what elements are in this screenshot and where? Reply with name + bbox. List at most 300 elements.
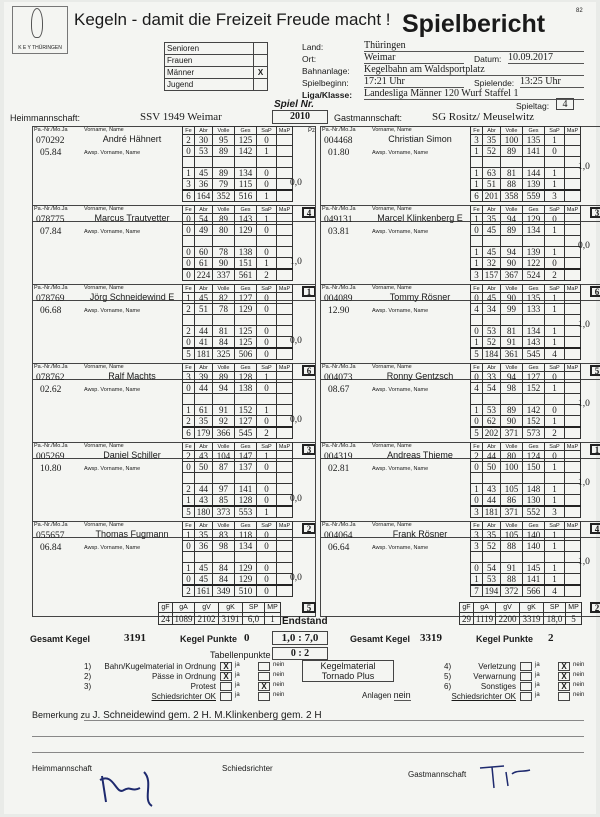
score-cell: 89	[213, 168, 235, 179]
score-cell	[235, 315, 257, 326]
score-cell	[565, 146, 581, 157]
totals-label: MP	[566, 603, 582, 613]
score-cell: 1	[545, 563, 565, 574]
home-team: SSV 1949 Weimar	[140, 111, 222, 123]
total-cell: 3	[545, 190, 565, 202]
totals-row	[159, 613, 281, 625]
score-cell: 4	[471, 383, 483, 394]
score-table	[182, 363, 293, 439]
score-cell: 91	[501, 337, 523, 349]
score-cell	[277, 304, 293, 315]
score-cell: 127	[235, 416, 257, 428]
total-cell: 352	[213, 190, 235, 202]
score-cell: 142	[235, 146, 257, 157]
score-cell: 45	[195, 168, 213, 179]
score-cell: 0	[257, 462, 277, 473]
score-cell: 44	[195, 326, 213, 337]
score-cell: 1	[545, 225, 565, 236]
score-cell: 1	[183, 530, 195, 541]
player-rank: 1	[302, 286, 316, 297]
score-cell: 141	[523, 146, 545, 157]
player-mp: 1,0	[290, 257, 302, 267]
score-row	[471, 394, 581, 405]
score-row	[471, 135, 581, 146]
score-cell: 139	[523, 179, 545, 191]
score-total-row	[183, 190, 293, 202]
score-table	[182, 284, 293, 360]
score-cell: 125	[235, 326, 257, 337]
col-label-name: Vorname, Name	[372, 443, 412, 449]
total-cell: 545	[523, 348, 545, 360]
score-cell: 3	[183, 179, 195, 191]
score-row	[183, 135, 293, 146]
score-cell: 94	[213, 383, 235, 394]
check-label: Schiedsrichter OK	[451, 692, 516, 701]
score-cell: 94	[501, 372, 523, 383]
player-mp: 1,0	[578, 478, 590, 488]
score-cell: 54	[195, 214, 213, 225]
slogan: Kegeln - damit die Freizeit Freude macht !	[74, 10, 391, 29]
player-mp: 0,0	[290, 336, 302, 346]
score-cell: 95	[213, 135, 235, 146]
score-col-sap: SaP	[545, 206, 565, 214]
score-cell	[195, 315, 213, 326]
player-rank: 2	[590, 602, 600, 613]
score-row	[183, 247, 293, 258]
score-cell: 140	[523, 530, 545, 541]
score-cell: 81	[501, 326, 523, 337]
score-cell	[195, 157, 213, 168]
totals-row	[460, 613, 582, 625]
mp-score: 1,0 : 7,0	[272, 631, 328, 645]
player-date: 02.81	[328, 464, 350, 474]
player-date: 06.68	[40, 306, 62, 316]
total-cell	[565, 427, 581, 439]
score-cell	[565, 372, 581, 383]
score-cell: 1	[471, 337, 483, 349]
player-rank: 1	[590, 444, 600, 455]
score-cell: 79	[213, 179, 235, 191]
score-cell	[277, 236, 293, 247]
player-name: Ralf Machts	[108, 371, 156, 381]
col-label-pass: Pa.-Nr./Mo.Ja	[322, 127, 356, 133]
score-cell: 53	[483, 326, 501, 337]
col-label-name: Vorname, Name	[84, 443, 124, 449]
total-cell: 366	[213, 427, 235, 439]
score-col-ges: Ges	[523, 285, 545, 293]
ort-label: Ort:	[302, 54, 317, 64]
score-cell: 0	[257, 326, 277, 337]
score-row	[471, 236, 581, 247]
total-cell: 0	[257, 348, 277, 360]
check-ja-box[interactable]	[520, 682, 532, 691]
score-cell	[565, 258, 581, 270]
score-table	[182, 521, 293, 597]
score-cell: 0	[257, 530, 277, 541]
guest-punkte: 2	[548, 632, 554, 644]
nein-label: nein	[273, 682, 285, 688]
score-col-map: MaP	[565, 443, 581, 451]
total-cell	[277, 506, 293, 518]
score-row	[183, 563, 293, 574]
score-cell: 134	[235, 541, 257, 552]
score-cell: 1	[545, 337, 565, 349]
player-name: Thomas Fugmann	[95, 529, 169, 539]
score-cell	[183, 552, 195, 563]
col-label-pass: Pa.-Nr./Mo.Ja	[34, 522, 68, 528]
score-cell: 0	[257, 383, 277, 394]
score-cell: 53	[483, 574, 501, 586]
check-nein-box[interactable]: X	[558, 672, 570, 681]
score-row	[471, 247, 581, 258]
score-cell: 1	[545, 462, 565, 473]
score-col-sap: SaP	[545, 522, 565, 530]
score-row	[471, 337, 581, 349]
check-ja-box[interactable]: X	[220, 672, 232, 681]
check-nein-box[interactable]	[258, 672, 270, 681]
score-cell: 152	[235, 405, 257, 416]
score-cell: 100	[501, 462, 523, 473]
score-cell: 1	[471, 146, 483, 157]
score-row	[183, 315, 293, 326]
col-label-pass: Pa.-Nr./Mo.Ja	[322, 206, 356, 212]
gesamt-home-label: Gesamt Kegel	[30, 634, 91, 644]
score-cell: 127	[235, 293, 257, 304]
totals-value: 18,0	[544, 613, 566, 625]
score-col-abr: Abr	[483, 443, 501, 451]
score-row	[183, 157, 293, 168]
score-cell: 1	[257, 405, 277, 416]
score-col-volle: Volle	[213, 127, 235, 135]
score-table	[470, 126, 581, 202]
score-col-volle: Volle	[213, 522, 235, 530]
ja-label: ja	[235, 662, 240, 668]
score-cell	[277, 484, 293, 495]
score-cell: 89	[213, 372, 235, 383]
check-ja-box[interactable]: X	[220, 662, 232, 671]
player-date: 12.90	[328, 306, 350, 316]
check-ja-box[interactable]	[520, 672, 532, 681]
punkte-home-label: Kegel Punkte	[180, 634, 238, 644]
score-cell: 84	[213, 574, 235, 586]
player-name: Marcel Klinkenberg E	[377, 213, 463, 223]
score-cell	[235, 236, 257, 247]
anlagen-label: Anlagen	[362, 691, 392, 700]
check-nein-box[interactable]: X	[558, 682, 570, 691]
score-row	[471, 383, 581, 394]
score-col-abr: Abr	[483, 206, 501, 214]
score-row	[183, 462, 293, 473]
score-row	[471, 530, 581, 541]
total-cell	[277, 190, 293, 202]
total-cell: 2	[545, 427, 565, 439]
total-cell: 161	[195, 585, 213, 597]
score-cell: 3	[471, 530, 483, 541]
score-col-sap: SaP	[545, 127, 565, 135]
score-col-map: MaP	[565, 127, 581, 135]
score-cell: 1	[257, 451, 277, 462]
total-cell	[277, 269, 293, 281]
total-cell: 157	[483, 269, 501, 281]
col-label-pass: Pa.-Nr./Mo.Ja	[34, 285, 68, 291]
anlagen	[362, 690, 411, 700]
score-cell: 94	[501, 214, 523, 225]
score-row	[183, 304, 293, 315]
score-header-row	[183, 443, 293, 451]
score-cell: 141	[523, 574, 545, 586]
score-cell: 45	[195, 293, 213, 304]
total-cell: 1	[257, 506, 277, 518]
score-cell	[213, 552, 235, 563]
score-cell	[471, 157, 483, 168]
score-cell: 81	[213, 326, 235, 337]
total-cell: 573	[523, 427, 545, 439]
score-cell: 0	[183, 225, 195, 236]
page-title: Spielbericht	[402, 10, 546, 38]
score-cell: 90	[501, 258, 523, 270]
check-num: 5)	[444, 672, 452, 681]
score-cell	[565, 304, 581, 315]
score-cell: 49	[195, 225, 213, 236]
total-cell: 337	[213, 269, 235, 281]
liga-value: Landesliga Männer 120 Wurf Staffel 1	[364, 88, 584, 100]
score-cell	[483, 236, 501, 247]
score-cell: 0	[257, 541, 277, 552]
score-cell: 139	[523, 247, 545, 258]
score-cell	[277, 135, 293, 146]
tabellen-score: 0 : 2	[272, 647, 328, 660]
check-num: 3)	[84, 682, 92, 691]
score-cell: 0	[545, 451, 565, 462]
score-cell: 1	[471, 168, 483, 179]
total-cell	[565, 190, 581, 202]
check-ja-box[interactable]	[520, 692, 532, 701]
score-col-volle: Volle	[213, 443, 235, 451]
remarks-label: Bemerkung zu	[32, 710, 91, 720]
ja-label: ja	[235, 682, 240, 688]
score-cell: 1	[183, 405, 195, 416]
score-cell: 142	[523, 405, 545, 416]
score-total-row	[183, 427, 293, 439]
score-cell	[565, 541, 581, 552]
check-nein-box[interactable]: X	[258, 682, 270, 691]
check-nein-box[interactable]	[558, 692, 570, 701]
score-col-fe: Fe	[183, 522, 195, 530]
total-cell: 358	[501, 190, 523, 202]
total-cell: 3	[545, 506, 565, 518]
score-cell: 35	[483, 135, 501, 146]
score-cell	[523, 394, 545, 405]
score-cell: 43	[195, 495, 213, 507]
score-cell: 92	[213, 416, 235, 428]
total-cell: 5	[471, 427, 483, 439]
score-cell	[257, 552, 277, 563]
col-label-name: Vorname, Name	[372, 364, 412, 370]
total-cell: 553	[235, 506, 257, 518]
score-row	[471, 495, 581, 507]
score-col-fe: Fe	[471, 127, 483, 135]
score-col-ges: Ges	[235, 285, 257, 293]
category-mark: X	[254, 67, 268, 79]
score-cell: 35	[483, 530, 501, 541]
score-cell: 1	[545, 541, 565, 552]
score-cell: 0	[545, 214, 565, 225]
score-cell: 152	[523, 383, 545, 394]
player-rank: 5	[590, 365, 600, 376]
score-header-row	[471, 443, 581, 451]
score-cell: 97	[213, 484, 235, 495]
check-ja-box[interactable]	[220, 692, 232, 701]
score-cell: 2	[183, 484, 195, 495]
totals-value: 2200	[496, 613, 520, 625]
category-mark	[254, 79, 268, 91]
score-row	[471, 225, 581, 236]
score-col-abr: Abr	[483, 285, 501, 293]
score-cell: 78	[213, 247, 235, 258]
score-cell	[213, 394, 235, 405]
score-header-row	[471, 127, 581, 135]
total-cell: 371	[501, 427, 523, 439]
bahn-value: Kegelbahn am Waldsportplatz	[364, 64, 584, 76]
score-col-abr: Abr	[195, 285, 213, 293]
score-cell	[471, 236, 483, 247]
col-label-name: Vorname, Name	[84, 206, 124, 212]
player-pass: 005269	[36, 452, 65, 462]
score-cell	[257, 394, 277, 405]
score-cell: 129	[235, 574, 257, 586]
score-total-row	[183, 585, 293, 597]
score-cell: 0	[545, 372, 565, 383]
score-cell	[183, 157, 195, 168]
score-header-row	[183, 522, 293, 530]
score-cell: 1	[257, 214, 277, 225]
score-cell: 1	[545, 135, 565, 146]
score-cell	[195, 473, 213, 484]
total-cell: 5	[471, 348, 483, 360]
col-label-name: Vorname, Name	[372, 206, 412, 212]
player-rank: 5	[302, 602, 316, 613]
score-row	[183, 451, 293, 462]
score-cell: 125	[235, 337, 257, 349]
score-cell: 30	[195, 135, 213, 146]
category-mark	[254, 55, 268, 67]
check-nein-box[interactable]	[258, 692, 270, 701]
check-nein-box[interactable]	[258, 662, 270, 671]
score-row	[183, 236, 293, 247]
score-col-sap: SaP	[257, 206, 277, 214]
score-cell	[565, 530, 581, 541]
check-num: 4)	[444, 662, 452, 671]
totals-value: 29	[460, 613, 474, 625]
score-col-sap: SaP	[545, 364, 565, 372]
score-cell: 36	[195, 179, 213, 191]
score-cell	[565, 293, 581, 304]
score-cell	[471, 394, 483, 405]
score-cell: 99	[501, 304, 523, 315]
totals-label: SP	[243, 603, 265, 613]
total-cell: 367	[501, 269, 523, 281]
score-col-ges: Ges	[523, 127, 545, 135]
score-cell	[545, 315, 565, 326]
score-cell: 81	[501, 168, 523, 179]
player-date: 06.64	[328, 543, 350, 553]
total-cell: 164	[195, 190, 213, 202]
check-ja-box[interactable]	[520, 662, 532, 671]
nein-label: nein	[273, 672, 285, 678]
score-cell: 51	[483, 179, 501, 191]
score-col-abr: Abr	[483, 364, 501, 372]
score-row	[183, 168, 293, 179]
score-row	[471, 416, 581, 428]
totals-value: 2102	[195, 613, 219, 625]
score-col-abr: Abr	[195, 127, 213, 135]
score-cell	[565, 225, 581, 236]
totals-label: SP	[544, 603, 566, 613]
score-cell	[277, 372, 293, 383]
score-cell: 0	[183, 258, 195, 270]
score-cell: 0	[183, 574, 195, 586]
player-name: Andreas Thieme	[387, 450, 453, 460]
total-cell: 0	[183, 269, 195, 281]
nein-label: nein	[573, 662, 585, 668]
totals-value: 1089	[174, 613, 193, 624]
check-nein-box[interactable]: X	[558, 662, 570, 671]
col-label-name: Vorname, Name	[84, 127, 124, 133]
col-label-name: Vorname, Name	[372, 285, 412, 291]
score-cell: 43	[483, 484, 501, 495]
score-cell	[257, 473, 277, 484]
total-cell	[277, 585, 293, 597]
score-cell: 35	[195, 416, 213, 428]
player-rank: 4	[302, 207, 316, 218]
totals-value: 1119	[474, 613, 496, 625]
score-cell: 87	[213, 462, 235, 473]
player-name: Christian Simon	[388, 134, 452, 144]
score-cell: 0	[471, 293, 483, 304]
col-label-awsp: Awsp. Vorname, Name	[372, 150, 429, 156]
score-col-volle: Volle	[501, 364, 523, 372]
score-total-row	[183, 269, 293, 281]
total-cell: 325	[213, 348, 235, 360]
score-cell: 60	[195, 247, 213, 258]
player-pass: 055657	[36, 531, 65, 541]
score-cell	[213, 157, 235, 168]
totals-value: 1	[265, 613, 281, 625]
total-cell: 524	[523, 269, 545, 281]
score-cell: 45	[483, 293, 501, 304]
remark-line-1	[84, 720, 584, 721]
score-cell: 90	[501, 416, 523, 428]
score-header-row	[183, 127, 293, 135]
score-cell: 129	[235, 225, 257, 236]
col-label-pass: Pa.-Nr./Mo.Ja	[322, 285, 356, 291]
score-col-sap: SaP	[257, 285, 277, 293]
score-cell	[565, 495, 581, 507]
score-col-fe: Fe	[183, 285, 195, 293]
score-cell	[257, 236, 277, 247]
check-ja-box[interactable]	[220, 682, 232, 691]
score-cell: 0	[183, 214, 195, 225]
score-cell: 91	[213, 405, 235, 416]
score-cell: 148	[523, 484, 545, 495]
score-cell: 1	[545, 416, 565, 428]
home-totals-table	[158, 602, 281, 625]
score-cell	[257, 157, 277, 168]
score-cell: 61	[195, 405, 213, 416]
score-row	[183, 225, 293, 236]
score-cell	[565, 214, 581, 225]
score-row	[183, 574, 293, 586]
